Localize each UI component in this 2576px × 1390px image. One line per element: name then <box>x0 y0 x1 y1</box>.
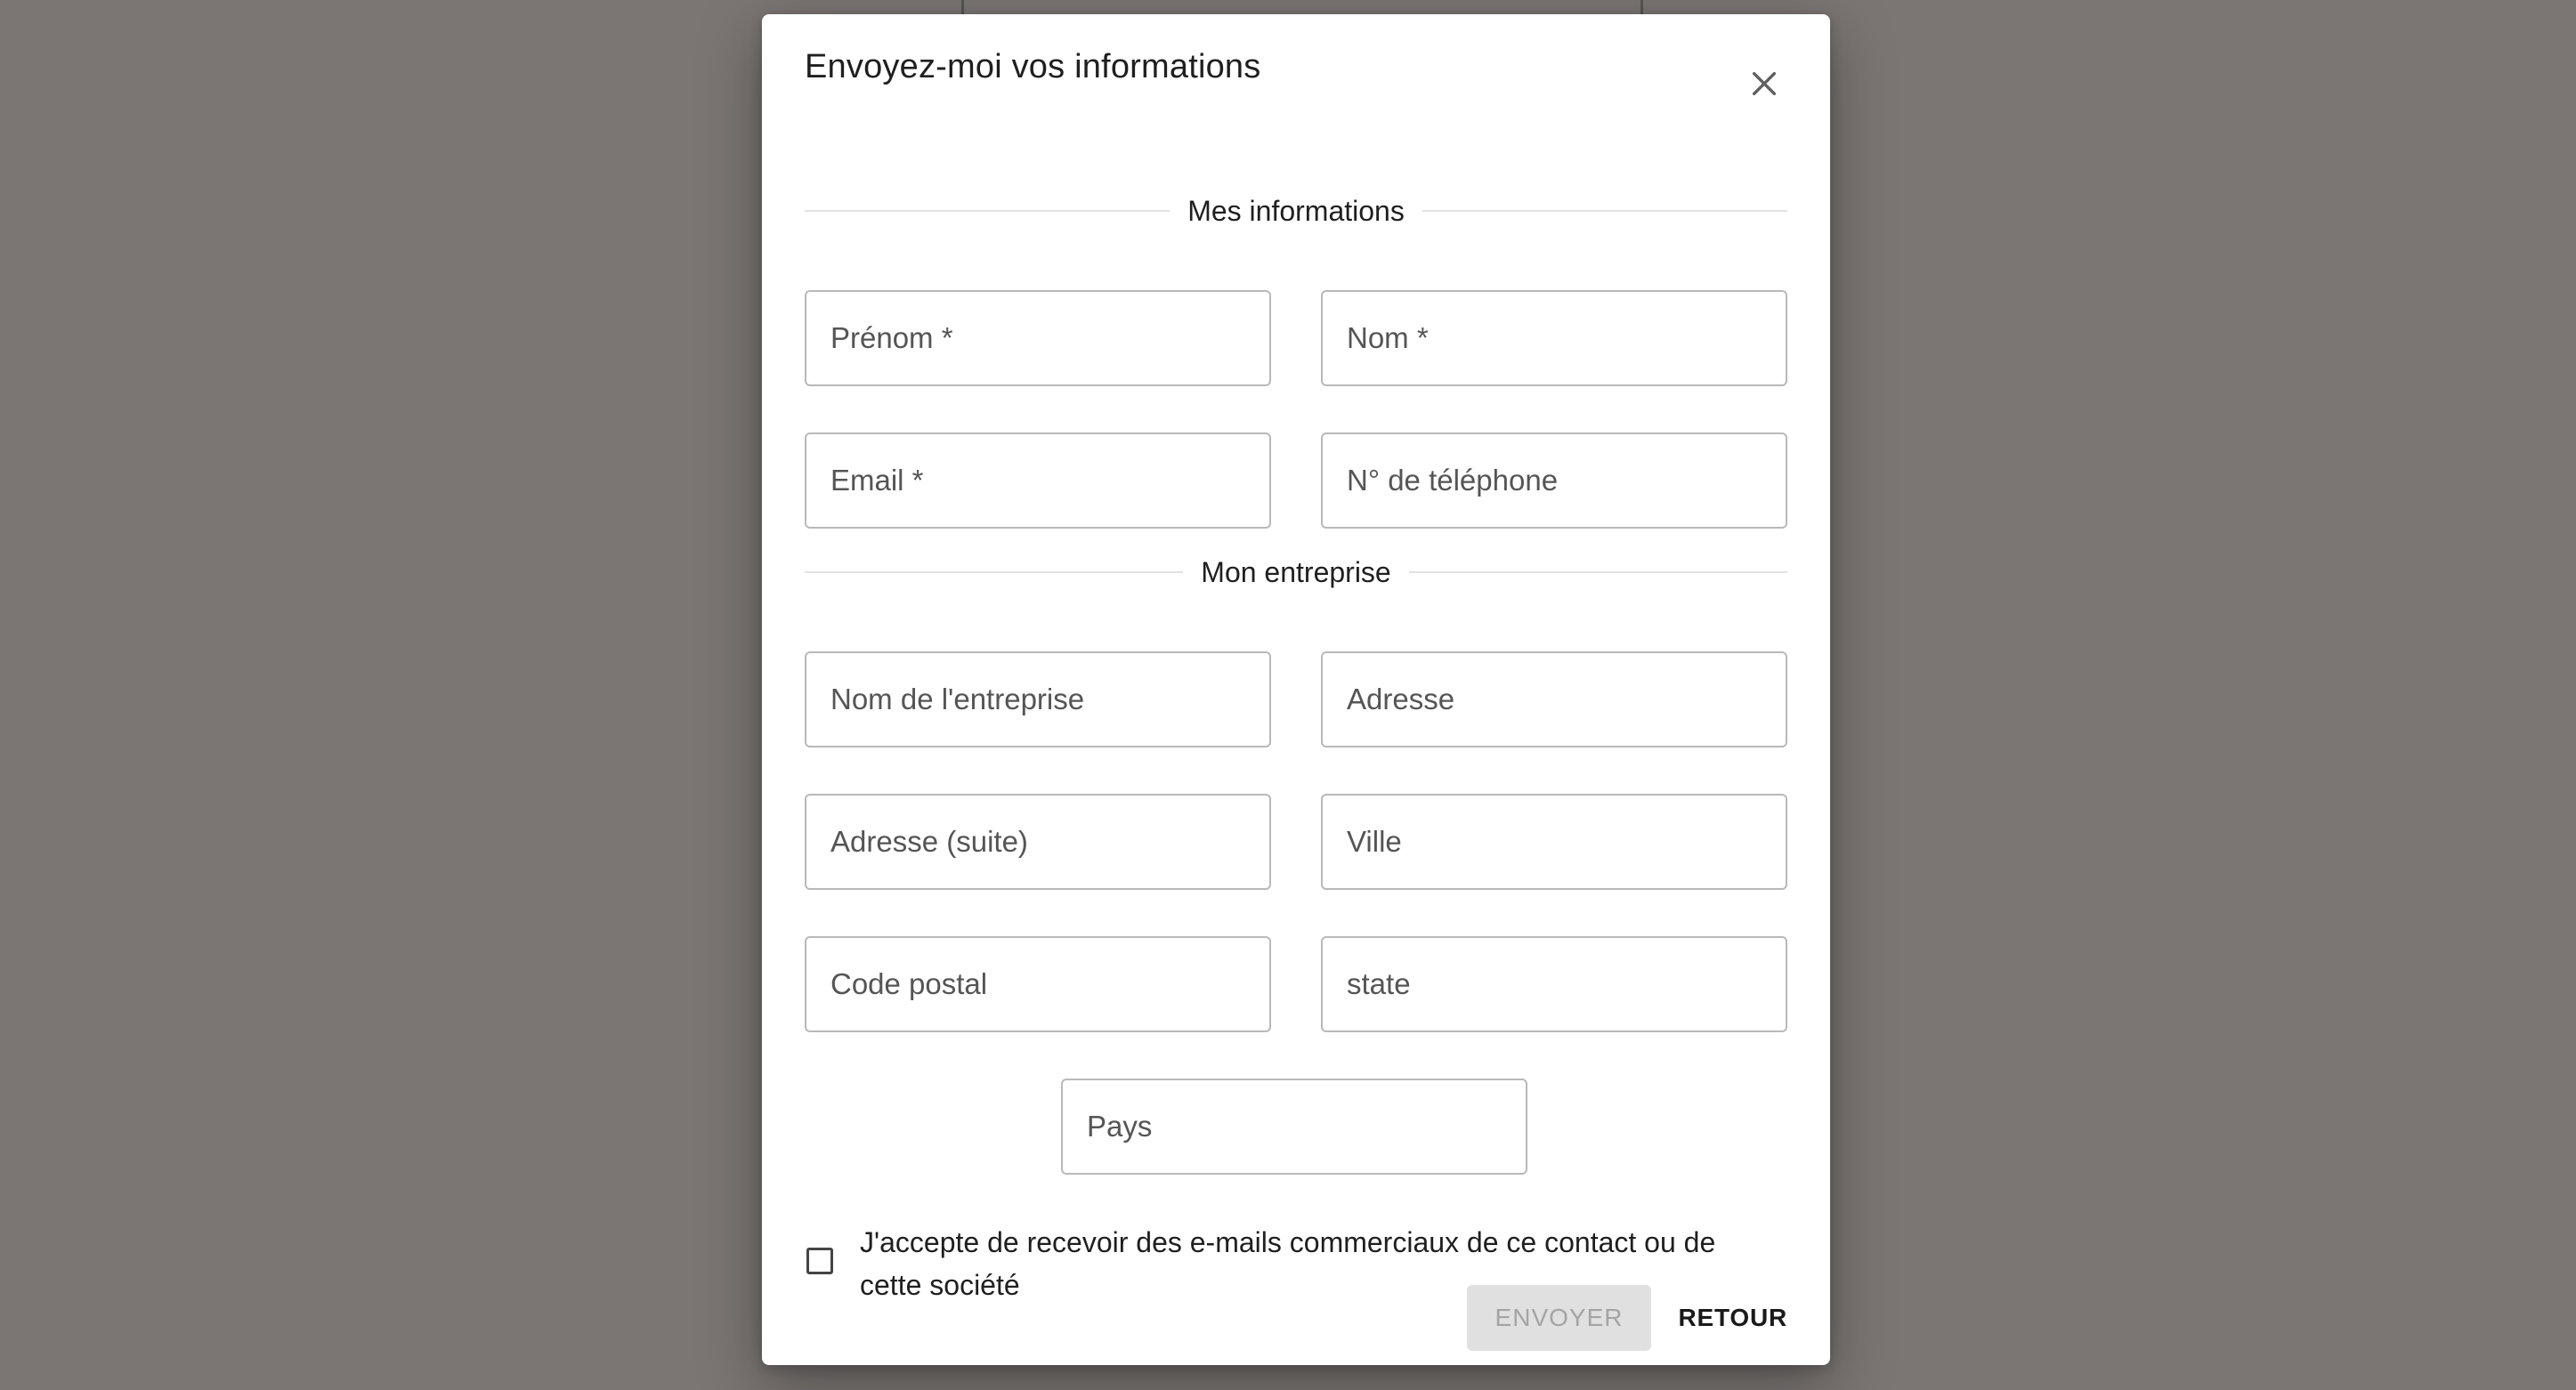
send-button[interactable]: ENVOYER <box>1467 1285 1652 1351</box>
dialog-title: Envoyez-moi vos informations <box>805 48 1261 85</box>
country-input[interactable] <box>1063 1080 1526 1173</box>
postal-code-field[interactable] <box>805 936 1271 1032</box>
phone-field[interactable] <box>1321 432 1787 529</box>
company-name-input[interactable] <box>806 653 1269 746</box>
last-name-field[interactable] <box>1321 290 1787 386</box>
section-divider-company <box>805 550 1787 594</box>
first-name-input[interactable] <box>806 292 1269 384</box>
contact-dialog <box>762 14 1830 1365</box>
address2-field[interactable] <box>805 794 1271 890</box>
city-input[interactable] <box>1323 796 1786 888</box>
dialog-actions <box>1467 1285 1787 1351</box>
address-field[interactable] <box>1321 651 1787 748</box>
country-field[interactable] <box>1061 1079 1527 1175</box>
consent-row <box>805 1221 1787 1301</box>
email-field[interactable] <box>805 432 1271 529</box>
section-divider-personal <box>805 189 1787 233</box>
address-input[interactable] <box>1323 653 1786 746</box>
divider-line <box>1422 210 1787 212</box>
email-input[interactable] <box>806 434 1269 527</box>
state-input[interactable] <box>1323 938 1786 1030</box>
city-field[interactable] <box>1321 794 1787 890</box>
last-name-input[interactable] <box>1323 292 1786 384</box>
close-icon <box>1749 69 1779 99</box>
divider-line <box>1409 571 1787 573</box>
consent-label: J'accepte de recevoir des e-mails commerciaux de ce contact ou de cette société <box>860 1226 1716 1301</box>
consent-checkbox[interactable] <box>806 1248 833 1274</box>
close-button[interactable] <box>1738 57 1791 110</box>
postal-code-input[interactable] <box>806 938 1269 1030</box>
state-field[interactable] <box>1321 936 1787 1032</box>
back-button[interactable]: RETOUR <box>1678 1285 1787 1351</box>
address2-input[interactable] <box>806 796 1269 888</box>
phone-input[interactable] <box>1323 434 1786 527</box>
section-title-personal: Mes informations <box>1187 194 1405 227</box>
first-name-field[interactable] <box>805 290 1271 386</box>
section-title-company: Mon entreprise <box>1201 555 1391 588</box>
divider-line <box>805 571 1183 573</box>
divider-line <box>805 210 1170 212</box>
company-name-field[interactable] <box>805 651 1271 748</box>
